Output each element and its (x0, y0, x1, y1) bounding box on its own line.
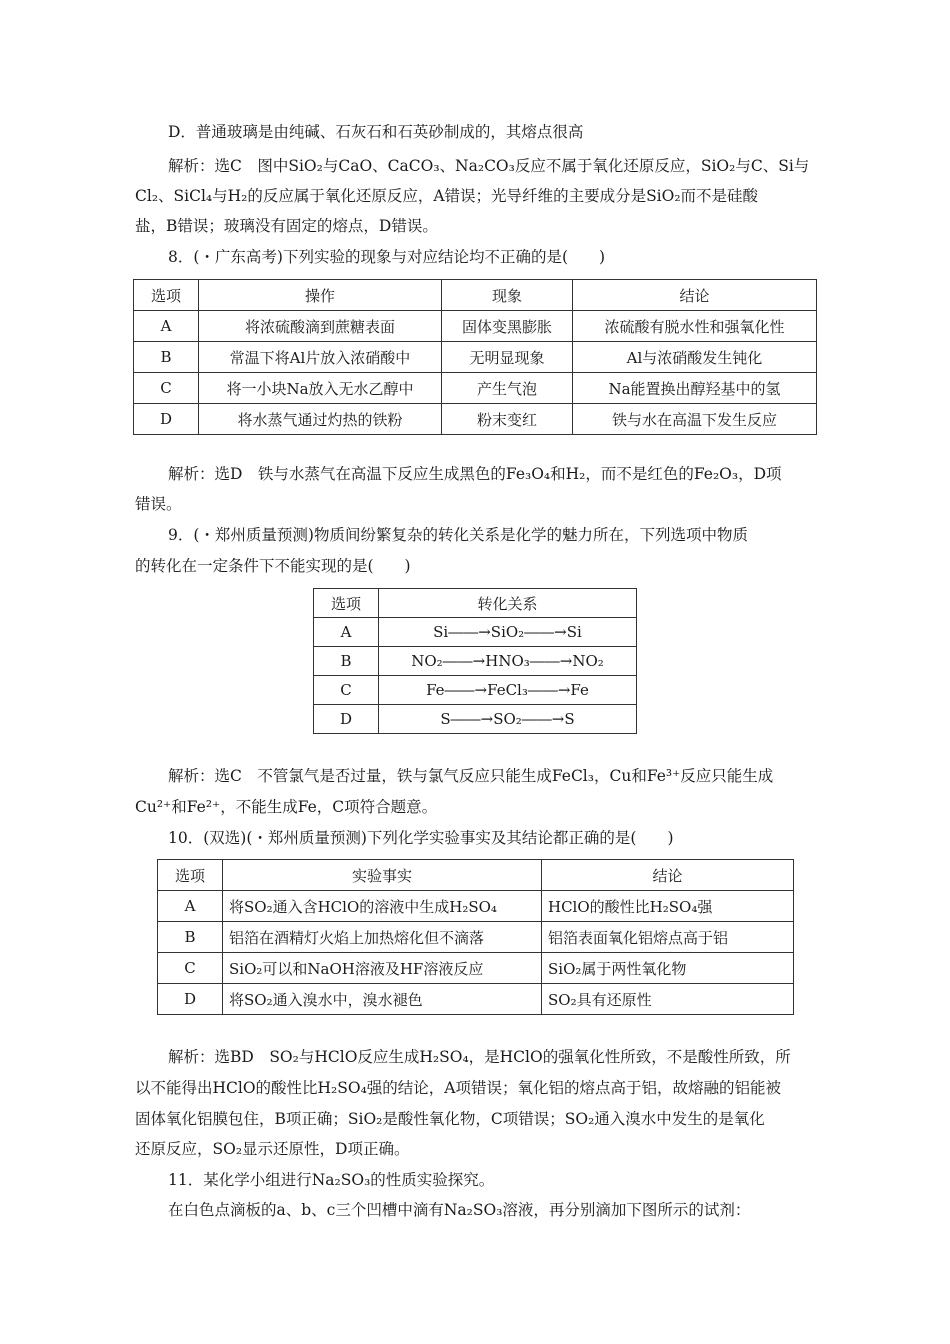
table-header-cell: 转化关系 (379, 589, 637, 618)
table-header-row (314, 589, 637, 618)
table-row (158, 891, 794, 922)
analysis-10-line-2: 以不能得出HClO的酸性比H₂SO₄强的结论，A项错误；氧化铝的熔点高于铝，故熔融的铝能被 (135, 1079, 782, 1097)
table-cell: 固体变黑膨胀 (442, 311, 573, 342)
table-cell: 浓硫酸有脱水性和强氧化性 (573, 311, 817, 342)
question-10-table (157, 859, 794, 1015)
analysis-10-line-1: 解析：选BD SO₂与HClO反应生成H₂SO₄，是HClO的强氧化性所致，不是酸性所致，所 (168, 1048, 791, 1066)
analysis-7-line-3: 盐，B错误；玻璃没有固定的熔点，D错误。 (135, 217, 438, 235)
table-cell: 铝箔表面氧化铝熔点高于铝 (542, 922, 794, 953)
table-header-cell: 现象 (442, 280, 573, 311)
question-8-stem: 8．(・广东高考)下列实验的现象与对应结论均不正确的是( ) (168, 248, 606, 266)
table-cell: C (314, 676, 379, 705)
table-cell: A (314, 618, 379, 647)
table-header-cell: 选项 (158, 860, 223, 891)
table-row (158, 922, 794, 953)
table-row (134, 404, 817, 435)
analysis-8-line-1: 解析：选D 铁与水蒸气在高温下反应生成黑色的Fe₃O₄和H₂，而不是红色的Fe₂O₃，D项 (168, 465, 782, 483)
table-cell: Fe――→FeCl₃――→Fe (379, 676, 637, 705)
table-cell: 将SO₂通入含HClO的溶液中生成H₂SO₄ (223, 891, 542, 922)
table-header-cell: 实验事实 (223, 860, 542, 891)
table-cell: B (158, 922, 223, 953)
table-cell: SiO₂属于两性氧化物 (542, 953, 794, 984)
table-cell: A (134, 311, 199, 342)
table-cell: Si――→SiO₂――→Si (379, 618, 637, 647)
table-cell: 铝箔在酒精灯火焰上加热熔化但不滴落 (223, 922, 542, 953)
table-cell: 将浓硫酸滴到蔗糖表面 (199, 311, 442, 342)
table-row (314, 647, 637, 676)
analysis-7-line-1: 解析：选C 图中SiO₂与CaO、CaCO₃、Na₂CO₃反应不属于氧化还原反应，SiO₂与C、Si与 (168, 157, 810, 175)
table-cell: 将一小块Na放入无水乙醇中 (199, 373, 442, 404)
table-cell: 铁与水在高温下发生反应 (573, 404, 817, 435)
question-10-stem: 10．(双选)(・郑州质量预测)下列化学实验事实及其结论都正确的是( ) (168, 829, 674, 847)
table-header-cell: 结论 (573, 280, 817, 311)
table-cell: S――→SO₂――→S (379, 705, 637, 734)
question-7-option-d: D．普通玻璃是由纯碱、石灰石和石英砂制成的，其熔点很高 (168, 123, 584, 141)
analysis-10-line-3: 固体氧化铝膜包住，B项正确；SiO₂是酸性氧化物，C项错误；SO₂通入溴水中发生的是氧化 (135, 1110, 765, 1128)
question-11-stem-line-2: 在白色点滴板的a、b、c三个凹槽中滴有Na₂SO₃溶液，再分别滴加下图所示的试剂： (168, 1201, 751, 1219)
table-header-cell: 结论 (542, 860, 794, 891)
table-cell: 将水蒸气通过灼热的铁粉 (199, 404, 442, 435)
table-row (158, 953, 794, 984)
table-cell: 无明显现象 (442, 342, 573, 373)
table-header-row (134, 280, 817, 311)
table-cell: 将SO₂通入溴水中，溴水褪色 (223, 984, 542, 1015)
table-header-cell: 操作 (199, 280, 442, 311)
table-cell: Al与浓硝酸发生钝化 (573, 342, 817, 373)
table-row (134, 311, 817, 342)
question-9-stem-line-2: 的转化在一定条件下不能实现的是( ) (135, 557, 411, 575)
table-row (134, 373, 817, 404)
question-8-table (133, 279, 817, 435)
table-cell: 产生气泡 (442, 373, 573, 404)
table-cell: C (134, 373, 199, 404)
table-cell: HClO的酸性比H₂SO₄强 (542, 891, 794, 922)
table-cell: D (314, 705, 379, 734)
table-header-cell: 选项 (134, 280, 199, 311)
analysis-9-line-1: 解析：选C 不管氯气是否过量，铁与氯气反应只能生成FeCl₃，Cu和Fe³⁺反应只能生成 (168, 767, 774, 785)
table-cell: B (314, 647, 379, 676)
table-row (158, 984, 794, 1015)
table-cell: Na能置换出醇羟基中的氢 (573, 373, 817, 404)
table-row (134, 342, 817, 373)
table-cell: B (134, 342, 199, 373)
table-cell: 粉末变红 (442, 404, 573, 435)
analysis-8-line-2: 错误。 (135, 495, 182, 513)
table-cell: A (158, 891, 223, 922)
table-cell: SiO₂可以和NaOH溶液及HF溶液反应 (223, 953, 542, 984)
question-9-table (313, 588, 637, 734)
question-11-stem: 11．某化学小组进行Na₂SO₃的性质实验探究。 (168, 1171, 495, 1189)
table-cell: C (158, 953, 223, 984)
table-cell: 常温下将Al片放入浓硝酸中 (199, 342, 442, 373)
analysis-10-line-4: 还原反应，SO₂显示还原性，D项正确。 (135, 1140, 410, 1158)
table-cell: NO₂――→HNO₃――→NO₂ (379, 647, 637, 676)
table-row (314, 618, 637, 647)
table-header-cell: 选项 (314, 589, 379, 618)
table-cell: D (158, 984, 223, 1015)
table-cell: D (134, 404, 199, 435)
analysis-9-line-2: Cu²⁺和Fe²⁺，不能生成Fe，C项符合题意。 (135, 798, 438, 816)
table-row (314, 705, 637, 734)
table-row (314, 676, 637, 705)
question-9-stem-line-1: 9．(・郑州质量预测)物质间纷繁复杂的转化关系是化学的魅力所在，下列选项中物质 (168, 526, 748, 544)
analysis-7-line-2: Cl₂、SiCl₄与H₂的反应属于氧化还原反应，A错误；光导纤维的主要成分是SiO₂而不是硅酸 (135, 187, 759, 205)
table-header-row (158, 860, 794, 891)
table-cell: SO₂具有还原性 (542, 984, 794, 1015)
